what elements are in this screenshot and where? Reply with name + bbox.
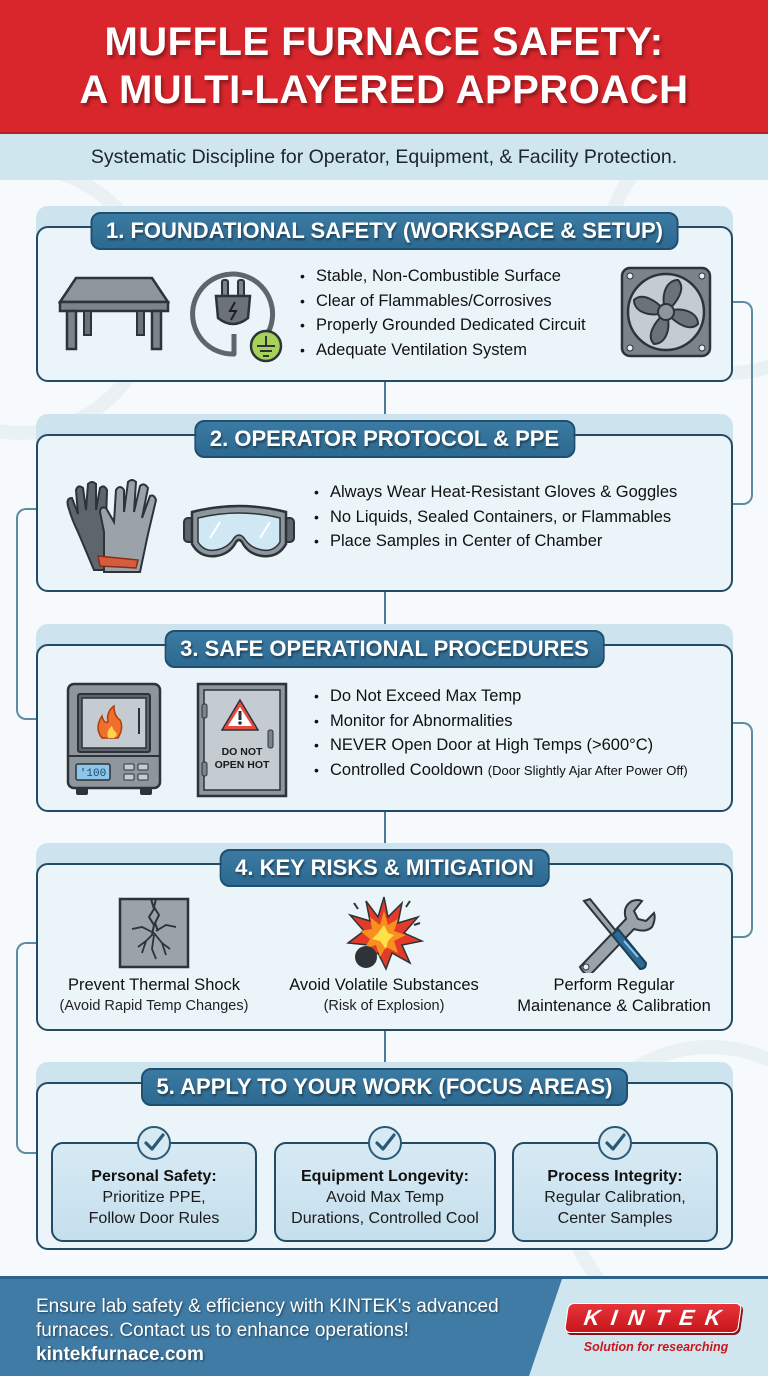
bullet-item: • No Liquids, Sealed Containers, or Flammables [314,505,677,530]
risk-item [504,975,724,1017]
checkmark-icon [137,1126,171,1160]
card-line: Avoid Max Temp [326,1188,444,1206]
card-title: Personal Safety: [91,1167,217,1185]
card-line: Follow Door Rules [88,1209,220,1227]
connector-line [384,810,386,846]
door-label-line-1: DO NOT [221,746,263,758]
connector-line [384,1030,386,1066]
subtitle: Systematic Discipline for Operator, Equipment, & Facility Protection. [90,145,678,168]
risk-detail: Maintenance & Calibration [517,997,711,1015]
checkmark-icon [368,1126,402,1160]
goggles-icon [182,498,296,562]
risk-detail: (Avoid Rapid Temp Changes) [59,998,249,1014]
page-title-line-2: A MULTI-LAYERED APPROACH [79,68,689,112]
side-connector [733,301,753,505]
bullet-item: • NEVER Open Door at High Temps (>600°C) [314,733,688,758]
side-connector [16,942,36,1154]
bullet-item: • Stable, Non-Combustible Surface [300,264,586,289]
card-line: Center Samples [557,1209,673,1227]
risk-title: Prevent Thermal Shock [67,976,241,994]
bullet-item: • Adequate Ventilation System [300,338,586,363]
section-title: 5. APPLY TO YOUR WORK (FOCUS AREAS) [141,1068,629,1106]
risk-item [274,975,494,1017]
section-key-risks [36,843,733,1031]
section-apply-to-work [36,1062,733,1250]
header-banner [0,0,768,134]
side-connector [733,722,753,938]
card-title: Equipment Longevity: [301,1167,469,1185]
bullet-item: • Always Wear Heat-Resistant Gloves & Goggles [314,480,677,505]
checkmark-icon [598,1126,632,1160]
card-line: Durations, Controlled Cool [291,1209,479,1227]
furnace-display-text: '100 [79,768,107,780]
cta-line-1: Ensure lab safety & efficiency with KINTEK's advanced [36,1296,499,1317]
section-operator-protocol [36,414,733,592]
risk-title: Avoid Volatile Substances [289,976,479,994]
subtitle-bar [0,134,768,180]
bullet-list [314,684,688,783]
wrench-screwdriver-icon [576,897,656,973]
page-title-line-1: MUFFLE FURNACE SAFETY: [104,20,664,64]
furnace-icon [66,682,162,798]
cta-line-2: furnaces. Contact us to enhance operations! [36,1320,409,1341]
gloves-icon [64,476,168,576]
connector-line [384,380,386,416]
risk-detail: (Risk of Explosion) [323,998,445,1014]
bullet-text: Controlled Cooldown [330,760,484,779]
bullet-item: • Place Samples in Center of Chamber [314,529,677,554]
bullet-item [314,758,688,784]
side-connector [16,508,36,720]
bullet-item: • Monitor for Abnormalities [314,709,688,734]
door-warning-label [206,746,278,772]
logo-text: KINTEK [582,1305,734,1330]
section-foundational-safety [36,206,733,382]
explosion-icon [344,895,424,971]
section-title: 3. SAFE OPERATIONAL PROCEDURES [164,630,605,668]
kintek-logo[interactable] [564,1303,742,1333]
ventilation-fan-icon [620,266,712,358]
bullet-list [300,264,586,362]
website-link[interactable]: kintekfurnace.com [36,1344,204,1365]
card-line: Regular Calibration, [544,1188,686,1206]
section-title: 1. FOUNDATIONAL SAFETY (WORKSPACE & SETUP) [90,212,679,250]
bullet-item: • Do Not Exceed Max Temp [314,684,688,709]
focus-card-process-integrity [512,1142,718,1242]
cracked-tile-icon [118,897,190,969]
section-safe-procedures [36,624,733,812]
bullet-list [314,480,677,554]
connector-line [384,591,386,627]
section-title: 2. OPERATOR PROTOCOL & PPE [194,420,575,458]
logo-tagline: Solution for researching [583,1340,729,1354]
bullet-item: • Clear of Flammables/Corrosives [300,289,586,314]
footer-cta [36,1295,556,1367]
door-label-line-2: OPEN HOT [214,759,270,771]
focus-card-equipment-longevity [274,1142,496,1242]
section-title: 4. KEY RISKS & MITIGATION [219,849,550,887]
risk-item [44,975,264,1017]
warning-door-icon [196,682,288,798]
bullet-item: • Properly Grounded Dedicated Circuit [300,313,586,338]
bullet-note: (Door Slightly Ajar After Power Off) [487,762,688,778]
risk-title: Perform Regular [553,976,675,994]
card-line: Prioritize PPE, [102,1188,206,1206]
table-icon [58,276,170,352]
grounded-plug-icon [186,266,286,366]
focus-card-personal-safety [51,1142,257,1242]
card-title: Process Integrity: [547,1167,683,1185]
